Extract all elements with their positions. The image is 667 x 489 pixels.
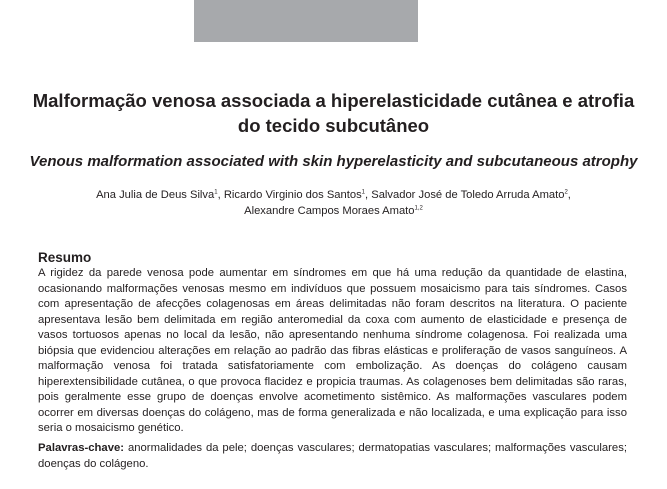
- author-name: Alexandre Campos Moraes Amato: [244, 205, 415, 217]
- abstract-heading: Resumo: [38, 250, 92, 265]
- author-affiliation: 2: [564, 189, 568, 196]
- keywords-paragraph: [38, 441, 627, 472]
- article-title-portuguese: Malformação venosa associada a hiperelasticidade cutânea e atrofia do tecido subcutâneo: [32, 90, 635, 136]
- author-affiliation: 1,2: [414, 205, 423, 212]
- keywords-text: anormalidades da pele; doenças vasculares; dermatopatias vasculares; malformações vasculares; doenças do colágeno.: [38, 442, 627, 470]
- author-affiliation: 1: [214, 189, 218, 196]
- author-separator: ,: [365, 189, 372, 201]
- author-separator: ,: [567, 189, 571, 201]
- author-affiliation: 1: [361, 189, 366, 196]
- author-name: Ricardo Virginio dos Santos: [223, 189, 362, 201]
- author-separator: ,: [217, 189, 224, 201]
- author-name: Ana Julia de Deus Silva: [96, 189, 215, 201]
- journal-header-bar: [194, 0, 418, 42]
- abstract-text: A rigidez da parede venosa pode aumentar em síndromes em que há uma redução da quantidade de elastina, ocasionando malformações venosas mesmo em indivíduos que possuem mosaicismo para tais síndromes. Casos com apresentação de afecções colagenosas em áreas delimitadas não foram descritos na literatura. O paciente apresentava lesão bem delimitada em região anteromedial da coxa com aumento de elasticidade e presença de vasos tortuosos apenas no local da lesão, não apresentando nenhuma síndrome colagenosa. Foi realizada uma biópsia que evidenciou alterações em relação ao padrão das fibras elásticas e proliferação de vasos sanguíneos. A malformação venosa foi tratada satisfatoriamente com embolização. As doenças do colágeno causam hiperextensibilidade cutânea, o que provoca flacidez e propicia traumas. As colagenoses bem delimitadas são raras, pois geralmente esse grupo de doenças envolve acometimento sistêmico. As malformações vasculares podem ocorrer em diversas doenças do colágeno, mas de forma generalizada e não localizada, e uma explicação para isso seria o mosaicismo genético.: [38, 267, 627, 434]
- article-title-english: Venous malformation associated with skin hyperelasticity and subcutaneous atrophy: [29, 153, 638, 170]
- author-name: Salvador José de Toledo Arruda Amato: [371, 189, 565, 201]
- keywords-label: Palavras-chave:: [38, 442, 125, 454]
- author-line-2: [20, 203, 647, 219]
- author-list: [20, 187, 647, 219]
- author-line-1: [20, 187, 647, 203]
